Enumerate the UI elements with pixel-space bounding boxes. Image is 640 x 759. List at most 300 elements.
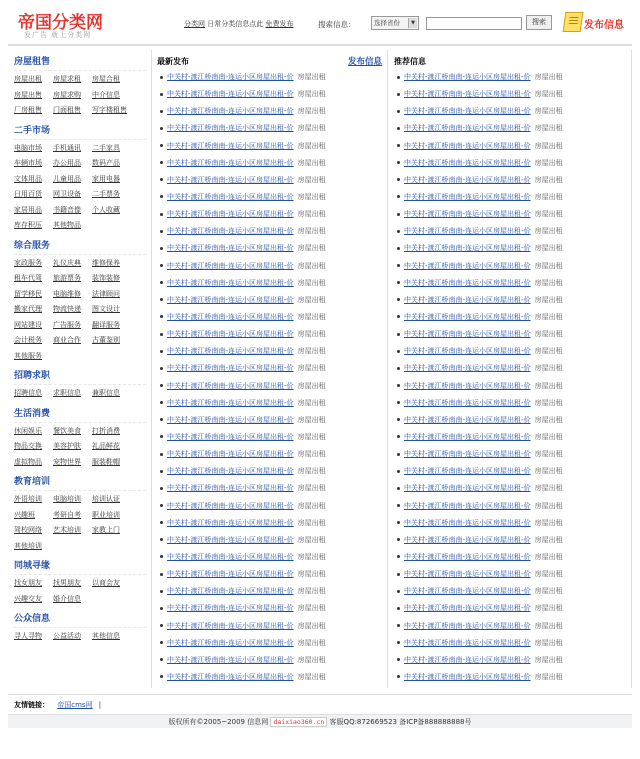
listing-title-link[interactable]: 中关村-渡江桥南南-连运小区房屋出租-价 [167, 90, 294, 99]
list-item [157, 669, 382, 686]
category-link-label: 培训认证 [92, 495, 120, 503]
site-home-link[interactable]: 分类网 [184, 20, 205, 28]
listing-title-link[interactable]: 中关村-渡江桥南南-连运小区房屋出租-价 [404, 244, 531, 253]
category-title[interactable]: 房屋租售 [14, 57, 51, 67]
listing-title-link[interactable]: 中关村-渡江桥南南-连运小区房屋出租-价 [404, 621, 531, 630]
category-link[interactable] [14, 302, 52, 318]
bullet-icon [397, 590, 400, 593]
category-link[interactable] [53, 218, 91, 234]
search-input[interactable] [426, 17, 522, 30]
category-link[interactable] [53, 256, 91, 272]
listing-category-link[interactable]: 房屋出租 [534, 347, 563, 356]
listing-category-link[interactable]: 房屋出租 [297, 175, 326, 184]
category-link[interactable] [14, 508, 52, 524]
listing-title-link[interactable]: 中关村-渡江桥南南-连运小区房屋出租-价 [167, 210, 294, 219]
category-title[interactable]: 教育培训 [14, 477, 51, 487]
listing-title-link[interactable]: 中关村-渡江桥南南-连运小区房屋出租-价 [167, 501, 294, 510]
category-link[interactable] [14, 576, 52, 592]
listing-category-link[interactable]: 房屋出租 [297, 261, 326, 270]
category-link-label: 招聘信息 [14, 389, 42, 397]
listing-title-link[interactable]: 中关村-渡江桥南南-连运小区房屋出租-价 [167, 227, 294, 236]
listing-category-link[interactable]: 房屋出租 [297, 278, 326, 287]
listing-title-link[interactable]: 中关村-渡江桥南南-连运小区房屋出租-价 [404, 295, 531, 304]
listing-title-link[interactable]: 中关村-渡江桥南南-连运小区房屋出租-价 [404, 450, 531, 459]
listing-category-link[interactable]: 房屋出租 [534, 604, 563, 613]
listing-category-link[interactable]: 房屋出租 [534, 312, 563, 321]
listing-category-link[interactable]: 房屋出租 [297, 330, 326, 339]
listing-title-link[interactable]: 中关村-渡江桥南南-连运小区房屋出租-价 [167, 312, 294, 321]
listing-category-link[interactable]: 房屋出租 [534, 655, 563, 664]
category-link[interactable] [53, 576, 91, 592]
listing-category-link[interactable]: 房屋出租 [297, 552, 326, 561]
category-link[interactable] [53, 492, 91, 508]
category-link[interactable] [92, 492, 130, 508]
listing-category-link[interactable]: 房屋出租 [534, 535, 563, 544]
category-title[interactable]: 公众信息 [14, 614, 51, 624]
category-link[interactable] [14, 386, 52, 402]
listing-category-link[interactable]: 房屋出租 [534, 278, 563, 287]
listing-title-link[interactable]: 中关村-渡江桥南南-连运小区房屋出租-价 [167, 295, 294, 304]
bullet-icon [397, 470, 400, 473]
listing-title-link[interactable]: 中关村-渡江桥南南-连运小区房屋出租-价 [404, 261, 531, 270]
listing-title-link[interactable]: 中关村-渡江桥南南-连运小区房屋出租-价 [404, 124, 531, 133]
list-item [394, 515, 626, 532]
list-item [394, 120, 626, 137]
listing-category-link[interactable]: 房屋出租 [534, 295, 563, 304]
category-link-label: 日用百货 [14, 190, 42, 198]
listing-category-link[interactable]: 房屋出租 [534, 192, 563, 201]
listing-title-link[interactable]: 中关村-渡江桥南南-连运小区房屋出租-价 [404, 141, 531, 150]
category-link[interactable] [14, 72, 52, 88]
listing-category-link[interactable]: 房屋出租 [297, 158, 326, 167]
listing-category-link[interactable]: 房屋出租 [297, 484, 326, 493]
listing-category-link[interactable]: 房屋出租 [297, 295, 326, 304]
category-link-label: 房屋求购 [53, 90, 81, 99]
listing-title-link[interactable]: 中关村-渡江桥南南-连运小区房屋出租-价 [167, 141, 294, 150]
listing-title-link[interactable]: 中关村-渡江桥南南-连运小区房屋出租-价 [167, 158, 294, 167]
bullet-icon [397, 230, 400, 233]
list-item [157, 600, 382, 617]
listing-category-link[interactable]: 房屋出租 [534, 330, 563, 339]
listing-title-link[interactable]: 中关村-渡江桥南南-连运小区房屋出租-价 [167, 398, 294, 407]
category-link[interactable] [53, 629, 91, 645]
category-title[interactable]: 二手市场 [14, 125, 51, 136]
category-link[interactable] [53, 592, 91, 608]
category-link[interactable] [53, 172, 91, 188]
listing-category-link[interactable]: 房屋出租 [297, 347, 326, 356]
listing-category-link[interactable]: 房屋出租 [297, 467, 326, 476]
listing-category-link[interactable]: 房屋出租 [534, 398, 563, 407]
listing-category-link[interactable]: 房屋出租 [534, 467, 563, 476]
listing-title-link[interactable]: 中关村-渡江桥南南-连运小区房屋出租-价 [404, 73, 531, 81]
category-link[interactable] [53, 439, 91, 455]
listing-title-link[interactable]: 中关村-渡江桥南南-连运小区房屋出租-价 [167, 621, 294, 630]
category-link[interactable] [92, 88, 130, 104]
category-link[interactable] [53, 318, 91, 334]
listing-title-link[interactable]: 中关村-渡江桥南南-连运小区房屋出租-价 [167, 415, 294, 424]
category-group [14, 611, 146, 645]
category-link[interactable] [92, 302, 130, 318]
listing-title-link[interactable]: 中关村-渡江桥南南-连运小区房屋出租-价 [404, 484, 531, 493]
category-title[interactable]: 招聘求职 [14, 371, 51, 381]
listing-category-link[interactable]: 房屋出租 [534, 552, 563, 561]
listing-category-link[interactable]: 房屋出租 [297, 415, 326, 424]
listing-category-link[interactable]: 房屋出租 [534, 381, 563, 390]
category-link-label: 房屋出租 [14, 75, 42, 83]
listing-category-link[interactable]: 房屋出租 [297, 570, 326, 579]
category-link[interactable] [92, 629, 130, 645]
category-link[interactable] [53, 103, 91, 119]
listing-title-link[interactable]: 中关村-渡江桥南南-连运小区房屋出租-价 [404, 587, 531, 596]
category-link[interactable] [53, 302, 91, 318]
listing-category-link[interactable]: 房屋出租 [534, 621, 563, 630]
listing-category-link[interactable]: 房屋出租 [534, 672, 563, 681]
category-link[interactable] [53, 72, 91, 88]
listing-title-link[interactable]: 中关村-渡江桥南南-连运小区房屋出租-价 [404, 672, 531, 681]
listing-category-link[interactable]: 房屋出租 [297, 227, 326, 236]
category-link[interactable] [14, 156, 52, 172]
bullet-icon [160, 555, 163, 558]
category-link[interactable] [53, 523, 91, 539]
listing-title-link[interactable]: 中关村-渡江桥南南-连运小区房屋出租-价 [167, 364, 294, 373]
category-link[interactable] [14, 439, 52, 455]
category-link[interactable] [14, 103, 52, 119]
listing-title-link[interactable]: 中关村-渡江桥南南-连运小区房屋出租-价 [404, 432, 531, 441]
listing-title-link[interactable]: 中关村-渡江桥南南-连运小区房屋出租-价 [404, 655, 531, 664]
listing-category-link[interactable]: 房屋出租 [297, 432, 326, 441]
listing-title-link[interactable]: 中关村-渡江桥南南-连运小区房屋出租-价 [167, 552, 294, 561]
listing-category-link[interactable]: 房屋出租 [534, 261, 563, 270]
listing-category-link[interactable]: 房屋出租 [534, 90, 563, 99]
listing-title-link[interactable]: 中关村-渡江桥南南-连运小区房屋出租-价 [404, 107, 531, 116]
category-link-label: 其他信息 [92, 632, 120, 640]
bullet-icon [160, 470, 163, 473]
listing-title-link[interactable]: 中关村-渡江桥南南-连运小区房屋出租-价 [167, 107, 294, 116]
domain-badge: daixiao360.cn [270, 717, 327, 727]
list-item [394, 86, 626, 103]
category-link[interactable] [92, 156, 130, 172]
listing-title-link[interactable]: 中关村-渡江桥南南-连运小区房屋出租-价 [167, 124, 294, 133]
category-link[interactable] [14, 455, 52, 471]
listing-category-link[interactable]: 房屋出租 [297, 604, 326, 613]
category-link[interactable] [92, 256, 130, 272]
listing-category-link[interactable]: 房屋出租 [534, 501, 563, 510]
listing-title-link[interactable]: 中关村-渡江桥南南-连运小区房屋出租-价 [404, 330, 531, 339]
category-link[interactable] [14, 492, 52, 508]
listing-title-link[interactable]: 中关村-渡江桥南南-连运小区房屋出租-价 [404, 381, 531, 390]
listing-title-link[interactable]: 中关村-渡江桥南南-连运小区房屋出租-价 [167, 330, 294, 339]
listing-category-link[interactable]: 房屋出租 [297, 450, 326, 459]
listing-category-link[interactable]: 房屋出租 [297, 73, 326, 81]
list-item [394, 360, 626, 377]
listing-category-link[interactable]: 房屋出租 [297, 90, 326, 99]
listing-category-link[interactable]: 房屋出租 [297, 124, 326, 133]
listing-title-link[interactable]: 中关村-渡江桥南南-连运小区房屋出租-价 [404, 398, 531, 407]
category-link[interactable] [53, 156, 91, 172]
bullet-icon [160, 298, 163, 301]
listing-category-link[interactable]: 房屋出租 [297, 107, 326, 116]
bullet-icon [160, 607, 163, 610]
category-link[interactable] [14, 629, 52, 645]
category-link[interactable] [92, 187, 130, 203]
listing-title-link[interactable]: 中关村-渡江桥南南-连运小区房屋出租-价 [167, 604, 294, 613]
bullet-icon [160, 230, 163, 233]
list-item [157, 138, 382, 155]
listing-category-link[interactable]: 房屋出租 [297, 364, 326, 373]
listing-category-link[interactable]: 房屋出租 [297, 381, 326, 390]
listing-category-link[interactable]: 房屋出租 [534, 587, 563, 596]
category-link[interactable] [92, 287, 130, 303]
friend-link[interactable]: 帝国cms网 [57, 701, 93, 709]
listing-category-link[interactable]: 房屋出租 [297, 141, 326, 150]
list-item [394, 652, 626, 669]
listing-title-link[interactable]: 中关村-渡江桥南南-连运小区房屋出租-价 [404, 175, 531, 184]
category-link[interactable] [14, 287, 52, 303]
category-link[interactable] [53, 386, 91, 402]
listing-category-link[interactable]: 房屋出租 [297, 210, 326, 219]
category-link[interactable] [92, 333, 130, 349]
category-title[interactable]: 综合服务 [14, 240, 51, 251]
listing-title-link[interactable]: 中关村-渡江桥南南-连运小区房屋出租-价 [404, 415, 531, 424]
bullet-icon [160, 350, 163, 353]
category-link[interactable] [92, 455, 130, 471]
listing-category-link[interactable]: 房屋出租 [534, 638, 563, 647]
listing-category-link[interactable]: 房屋出租 [534, 244, 563, 253]
listing-category-link[interactable]: 房屋出租 [534, 364, 563, 373]
category-link[interactable] [53, 287, 91, 303]
listing-title-link[interactable]: 中关村-渡江桥南南-连运小区房屋出租-价 [404, 278, 531, 287]
bullet-icon [160, 315, 163, 318]
listing-title-link[interactable]: 中关村-渡江桥南南-连运小区房屋出租-价 [404, 210, 531, 219]
category-link-label: 驾校网络 [14, 526, 42, 534]
listing-category-link[interactable]: 房屋出租 [534, 432, 563, 441]
category-link[interactable] [92, 72, 130, 88]
listing-title-link[interactable]: 中关村-渡江桥南南-连运小区房屋出租-价 [404, 467, 531, 476]
category-link[interactable] [53, 187, 91, 203]
category-link[interactable] [14, 218, 52, 234]
list-item [157, 532, 382, 549]
category-link[interactable] [14, 523, 52, 539]
category-link[interactable] [92, 172, 130, 188]
listing-title-link[interactable]: 中关村-渡江桥南南-连运小区房屋出租-价 [167, 347, 294, 356]
category-link[interactable] [92, 523, 130, 539]
category-items [14, 384, 146, 402]
listing-category-link[interactable]: 房屋出租 [534, 570, 563, 579]
listing-title-link[interactable]: 中关村-渡江桥南南-连运小区房屋出租-价 [404, 604, 531, 613]
listing-title-link[interactable]: 中关村-渡江桥南南-连运小区房屋出租-价 [167, 261, 294, 270]
listing-title-link[interactable]: 中关村-渡江桥南南-连运小区房屋出租-价 [167, 484, 294, 493]
listing-title-link[interactable]: 中关村-渡江桥南南-连运小区房屋出租-价 [404, 347, 531, 356]
listing-title-link[interactable]: 中关村-渡江桥南南-连运小区房屋出租-价 [167, 638, 294, 647]
listing-title-link[interactable]: 中关村-渡江桥南南-连运小区房屋出租-价 [167, 518, 294, 527]
list-item [157, 635, 382, 652]
list-item [394, 583, 626, 600]
listing-title-link[interactable]: 中关村-渡江桥南南-连运小区房屋出租-价 [167, 244, 294, 253]
category-link[interactable] [92, 439, 130, 455]
list-item [394, 532, 626, 549]
category-link[interactable] [92, 318, 130, 334]
category-link[interactable] [92, 141, 130, 157]
listing-category-link[interactable]: 房屋出租 [534, 141, 563, 150]
bullet-icon [397, 624, 400, 627]
category-link[interactable] [14, 539, 52, 555]
category-link[interactable] [14, 141, 52, 157]
listing-category-link[interactable]: 房屋出租 [297, 655, 326, 664]
latest-panel [157, 54, 382, 686]
listing-title-link[interactable]: 中关村-渡江桥南南-连运小区房屋出租-价 [404, 638, 531, 647]
listing-title-link[interactable]: 中关村-渡江桥南南-连运小区房屋出租-价 [167, 535, 294, 544]
category-link-label: 门面租售 [53, 106, 81, 114]
category-link-label: 兴趣班 [14, 510, 35, 519]
category-link[interactable] [14, 256, 52, 272]
category-link[interactable] [53, 88, 91, 104]
listing-title-link[interactable]: 中关村-渡江桥南南-连运小区房屋出租-价 [404, 192, 531, 201]
listing-title-link[interactable]: 中关村-渡江桥南南-连运小区房屋出租-价 [404, 227, 531, 236]
category-link[interactable] [14, 88, 52, 104]
listing-title-link[interactable]: 中关村-渡江桥南南-连运小区房屋出租-价 [404, 535, 531, 544]
listing-category-link[interactable]: 房屋出租 [534, 124, 563, 133]
listing-title-link[interactable]: 中关村-渡江桥南南-连运小区房屋出租-价 [167, 655, 294, 664]
category-link[interactable] [92, 271, 130, 287]
latest-title: 最新发布 [157, 57, 189, 66]
footer-divider [8, 694, 632, 695]
listing-category-link[interactable]: 房屋出租 [534, 158, 563, 167]
bullet-icon [397, 435, 400, 438]
category-link[interactable] [53, 508, 91, 524]
category-link-label: 虚拟物品 [14, 457, 42, 466]
listing-category-link[interactable]: 房屋出租 [297, 244, 326, 253]
listing-category-link[interactable]: 房屋出租 [297, 312, 326, 321]
category-link[interactable] [53, 271, 91, 287]
listing-category-link[interactable]: 房屋出租 [534, 450, 563, 459]
listing-category-link[interactable]: 房屋出租 [297, 192, 326, 201]
list-item [394, 206, 626, 223]
category-link[interactable] [92, 424, 130, 440]
category-link[interactable] [14, 592, 52, 608]
listing-title-link[interactable]: 中关村-渡江桥南南-连运小区房屋出租-价 [404, 312, 531, 321]
province-select[interactable] [371, 16, 419, 30]
category-link[interactable] [92, 576, 130, 592]
listing-title-link[interactable]: 中关村-渡江桥南南-连运小区房屋出租-价 [167, 175, 294, 184]
bullet-icon [160, 641, 163, 644]
category-link[interactable] [53, 203, 91, 219]
listing-category-link[interactable]: 房屋出租 [297, 501, 326, 510]
listing-category-link[interactable]: 房屋出租 [534, 73, 563, 81]
listing-title-link[interactable]: 中关村-渡江桥南南-连运小区房屋出租-价 [167, 278, 294, 287]
listing-title-link[interactable]: 中关村-渡江桥南南-连运小区房屋出租-价 [167, 73, 294, 81]
category-link[interactable] [92, 508, 130, 524]
category-link-label: 商业合作 [53, 336, 81, 344]
post-info-button[interactable] [562, 12, 634, 34]
listing-category-link[interactable]: 房屋出租 [297, 587, 326, 596]
search-button[interactable]: 搜索 [526, 15, 552, 30]
category-link[interactable] [14, 318, 52, 334]
listing-category-link[interactable]: 房屋出租 [534, 175, 563, 184]
listing-category-link[interactable]: 房屋出租 [534, 415, 563, 424]
category-link[interactable] [92, 203, 130, 219]
category-link[interactable] [14, 203, 52, 219]
listing-category-link[interactable]: 房屋出租 [534, 227, 563, 236]
listing-category-link[interactable]: 房屋出租 [534, 210, 563, 219]
listing-category-link[interactable]: 房屋出租 [534, 518, 563, 527]
category-link[interactable] [14, 187, 52, 203]
category-link-label: 家用电器 [92, 174, 120, 183]
listing-title-link[interactable]: 中关村-渡江桥南南-连运小区房屋出租-价 [404, 570, 531, 579]
category-link-label: 翻译服务 [92, 320, 120, 329]
listing-title-link[interactable]: 中关村-渡江桥南南-连运小区房屋出租-价 [404, 158, 531, 167]
category-link[interactable] [14, 172, 52, 188]
list-item [157, 566, 382, 583]
category-link[interactable] [14, 333, 52, 349]
listing-title-link[interactable]: 中关村-渡江桥南南-连运小区房屋出租-价 [167, 467, 294, 476]
listing-category-link[interactable]: 房屋出租 [297, 621, 326, 630]
listing-title-link[interactable]: 中关村-渡江桥南南-连运小区房屋出租-价 [404, 552, 531, 561]
listing-title-link[interactable]: 中关村-渡江桥南南-连运小区房屋出租-价 [167, 432, 294, 441]
list-item [157, 155, 382, 172]
category-link[interactable] [53, 141, 91, 157]
category-link-label: 图文设计 [92, 305, 120, 313]
category-link[interactable] [92, 103, 130, 119]
category-link-label: 留学移民 [14, 289, 42, 298]
list-item [394, 566, 626, 583]
bullet-icon [160, 144, 163, 147]
bullet-icon [160, 418, 163, 421]
category-link[interactable] [53, 424, 91, 440]
listing-category-link[interactable]: 房屋出租 [297, 638, 326, 647]
category-link[interactable] [53, 333, 91, 349]
listing-category-link[interactable]: 房屋出租 [534, 484, 563, 493]
listing-title-link[interactable]: 中关村-渡江桥南南-连运小区房屋出租-价 [404, 501, 531, 510]
latest-post-link[interactable]: 发布信息 [347, 57, 382, 67]
listing-category-link[interactable]: 房屋出租 [297, 672, 326, 681]
category-items [14, 627, 146, 645]
listing-category-link[interactable]: 房屋出租 [297, 518, 326, 527]
listing-title-link[interactable]: 中关村-渡江桥南南-连运小区房屋出租-价 [167, 570, 294, 579]
listing-title-link[interactable]: 中关村-渡江桥南南-连运小区房屋出租-价 [167, 587, 294, 596]
listing-title-link[interactable]: 中关村-渡江桥南南-连运小区房屋出租-价 [167, 672, 294, 681]
listing-title-link[interactable]: 中关村-渡江桥南南-连运小区房屋出租-价 [404, 518, 531, 527]
listing-category-link[interactable]: 房屋出租 [297, 398, 326, 407]
listing-category-link[interactable]: 房屋出租 [534, 107, 563, 116]
category-title[interactable]: 生活消费 [14, 408, 51, 419]
bullet-icon [397, 144, 400, 147]
recommended-panel [394, 54, 626, 686]
free-post-link[interactable]: 免费发布 [265, 20, 294, 28]
site-logo[interactable]: 帝国分类网 [18, 13, 103, 33]
listing-title-link[interactable]: 中关村-渡江桥南南-连运小区房屋出租-价 [404, 364, 531, 373]
listing-category-link[interactable]: 房屋出租 [297, 535, 326, 544]
bullet-icon [397, 178, 400, 181]
category-link[interactable] [14, 271, 52, 287]
listing-title-link[interactable]: 中关村-渡江桥南南-连运小区房屋出租-价 [404, 90, 531, 99]
category-link[interactable] [14, 349, 52, 365]
category-link[interactable] [92, 386, 130, 402]
bullet-icon [160, 573, 163, 576]
search-label: 搜索信息： [318, 20, 356, 29]
listing-title-link[interactable]: 中关村-渡江桥南南-连运小区房屋出租-价 [167, 381, 294, 390]
bullet-icon [397, 333, 400, 336]
list-item [157, 309, 382, 326]
listing-title-link[interactable]: 中关村-渡江桥南南-连运小区房屋出租-价 [167, 450, 294, 459]
category-title[interactable]: 同城寻缘 [14, 561, 51, 571]
listing-title-link[interactable]: 中关村-渡江桥南南-连运小区房屋出租-价 [167, 192, 294, 201]
category-items [14, 422, 146, 471]
list-item [394, 412, 626, 429]
category-link[interactable] [53, 455, 91, 471]
bullet-icon [397, 264, 400, 267]
category-link[interactable] [14, 424, 52, 440]
list-item [157, 360, 382, 377]
